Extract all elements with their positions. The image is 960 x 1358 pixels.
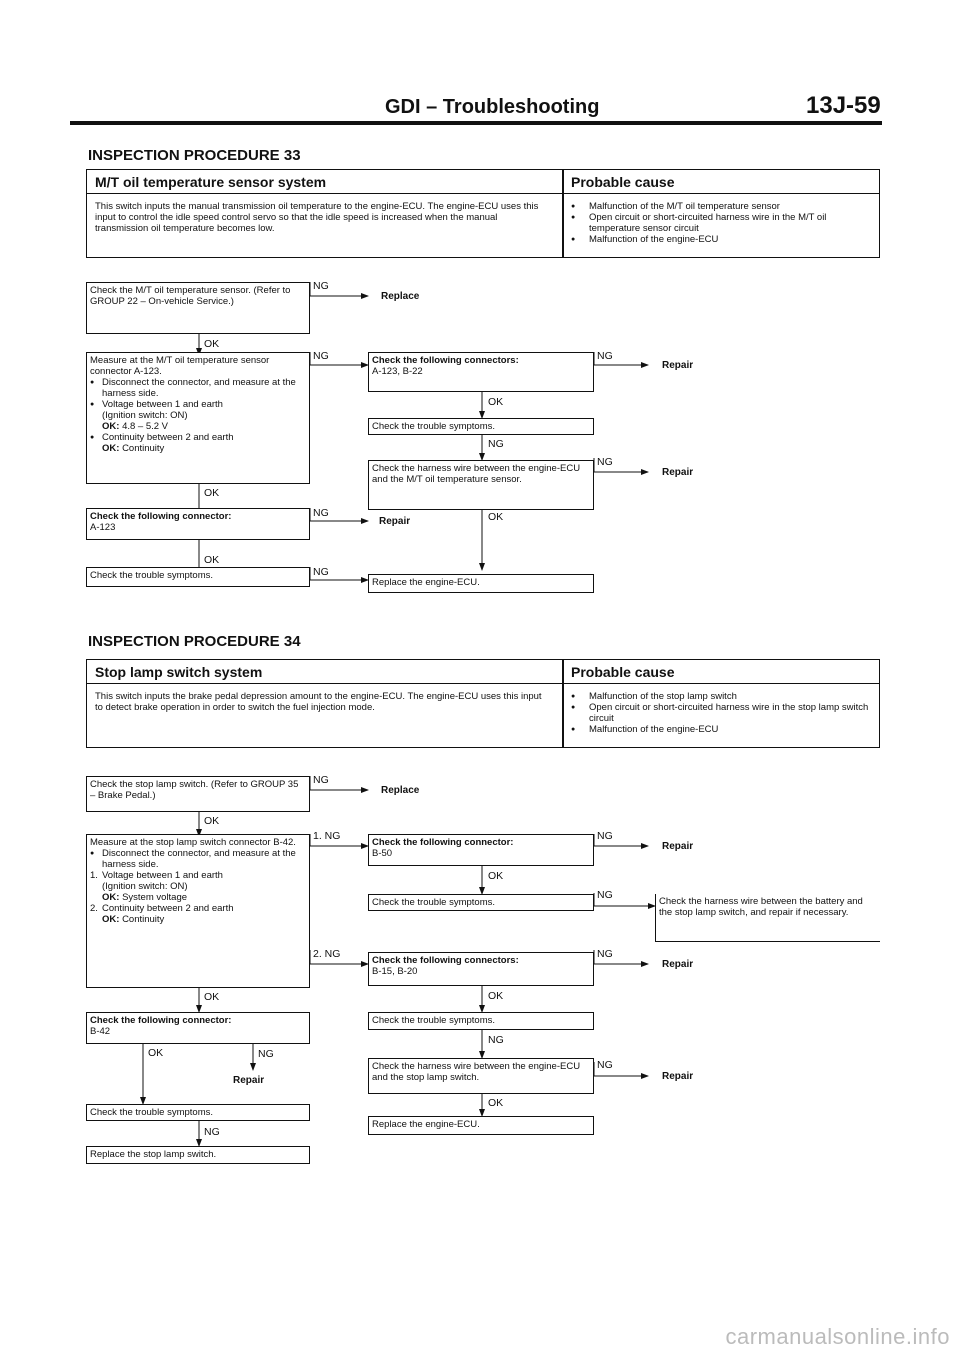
connector-id: A-123: [90, 522, 116, 533]
ok-value: 4.8 – 5.2 V: [122, 421, 169, 432]
check-harness-battery-box: Check the harness wire between the battery and the stop lamp switch, and repair if necessary.: [655, 894, 880, 942]
measure-switch-connector-box: [86, 834, 310, 988]
ng-label: NG: [204, 1126, 220, 1138]
cause-item: ● Malfunction of the stop lamp switch: [571, 691, 871, 702]
connector-id: B-15, B-20: [372, 966, 418, 977]
ng-label: NG: [597, 1059, 613, 1071]
measure-step-text: Voltage between 1 and earth: [102, 399, 223, 410]
result-repair: Repair: [379, 516, 411, 527]
ok-label: OK: [148, 1047, 164, 1059]
ng-label: NG: [488, 438, 504, 450]
check-harness-ecu-box: Check the harness wire between the engine-ECU and the stop lamp switch.: [368, 1058, 594, 1094]
result-repair: Repair: [662, 467, 694, 478]
procedure-33-title: INSPECTION PROCEDURE 33: [88, 147, 301, 164]
ok-label: OK:: [102, 443, 120, 454]
connector-id: B-42: [90, 1026, 111, 1037]
cause-heading: Probable cause: [563, 660, 879, 684]
check-connectors-b15-b20-box: [368, 952, 594, 986]
ok-value: Continuity: [122, 443, 165, 454]
ng-label: NG: [597, 350, 613, 362]
ng-label: NG: [488, 1034, 504, 1046]
check-trouble-r1-box: Check the trouble symptoms.: [368, 894, 594, 911]
cause-heading: Probable cause: [563, 170, 879, 194]
ok-label: OK: [488, 990, 504, 1002]
page-header-title: GDI – Troubleshooting: [385, 96, 600, 118]
cause-item: ● Malfunction of the engine-ECU: [571, 234, 871, 245]
ok-label: OK:: [102, 892, 120, 903]
ng-label: NG: [313, 280, 329, 292]
result-repair: Repair: [233, 1075, 265, 1086]
cause-item: ● Malfunction of the engine-ECU: [571, 724, 871, 735]
system-heading: Stop lamp switch system: [87, 660, 563, 684]
system-heading: M/T oil temperature sensor system: [87, 170, 563, 194]
ng-label: NG: [597, 889, 613, 901]
ng-label: NG: [597, 830, 613, 842]
ok-label: OK: [204, 991, 220, 1003]
ok-label: OK: [204, 338, 220, 350]
check-trouble-r2-box: Check the trouble symptoms.: [368, 1012, 594, 1030]
check-mt-sensor-box: Check the M/T oil temperature sensor. (Refer to GROUP 22 – On-vehicle Service.): [86, 282, 310, 334]
ng-label: NG: [597, 456, 613, 468]
ok-label: OK:: [102, 914, 120, 925]
measure-step-cond: (Ignition switch: ON): [102, 410, 188, 421]
ok-value: System voltage: [122, 892, 188, 903]
ok-label: OK: [488, 870, 504, 882]
ng-label: NG: [597, 948, 613, 960]
ok-label: OK: [488, 1097, 504, 1109]
measure-step: ● Disconnect the connector, and measure at the harness side.: [90, 377, 306, 399]
check-connector-b50-box: [368, 834, 594, 866]
measure-title: Measure at the M/T oil temperature sensor connector A-123.: [90, 355, 270, 377]
ng-label: NG: [313, 350, 329, 362]
box-title: Check the following connectors:: [372, 355, 519, 366]
cause-item: ● Open circuit or short-circuited harness wire in the stop lamp switch circuit: [571, 702, 871, 724]
ok-label: OK: [488, 396, 504, 408]
result-repair: Repair: [662, 360, 694, 371]
connector-id: B-50: [372, 848, 393, 859]
result-replace: Replace: [381, 291, 420, 302]
measure-step-text: Continuity between 2 and earth: [102, 903, 234, 914]
ok-label: OK: [204, 487, 220, 499]
measure-step-cond: (Ignition switch: ON): [102, 881, 188, 892]
measure-step: [90, 903, 306, 925]
ok-value: Continuity: [122, 914, 165, 925]
check-trouble-right-box: Check the trouble symptoms.: [368, 418, 594, 435]
ng-label: NG: [313, 774, 329, 786]
replace-stop-lamp-switch-box: Replace the stop lamp switch.: [86, 1146, 310, 1164]
check-connector-b42-box: [86, 1012, 310, 1044]
measure-step-text: Voltage between 1 and earth: [102, 870, 223, 881]
ng-label: 2. NG: [313, 948, 341, 960]
ng-label: NG: [313, 566, 329, 578]
ok-label: OK: [488, 511, 504, 523]
box-title: Check the following connector:: [90, 511, 232, 522]
replace-ecu-box: Replace the engine-ECU.: [368, 574, 594, 593]
check-trouble-box: Check the trouble symptoms.: [86, 567, 310, 587]
result-repair: Repair: [662, 841, 694, 852]
measure-step-text: Continuity between 2 and earth: [102, 432, 234, 443]
measure-title: Measure at the stop lamp switch connector B-42.: [90, 837, 296, 848]
watermark-text: carmanualsonline.info: [725, 1324, 950, 1349]
result-repair: Repair: [662, 959, 694, 970]
page-number: 13J-59: [806, 92, 881, 119]
ng-label: NG: [313, 507, 329, 519]
box-title: Check the following connectors:: [372, 955, 519, 966]
check-stop-lamp-switch-box: Check the stop lamp switch. (Refer to GROUP 35 – Brake Pedal.): [86, 776, 310, 812]
ng-label: NG: [258, 1048, 274, 1060]
ng-label: 1. NG: [313, 830, 341, 842]
system-description: This switch inputs the brake pedal depression amount to the engine-ECU. The engine-ECU uses this input to detect brake operation in order to switch the fuel injection mode.: [95, 691, 542, 713]
result-replace: Replace: [381, 785, 420, 796]
cause-item: ● Open circuit or short-circuited harness wire in the M/T oil temperature sensor circuit: [571, 212, 871, 234]
cause-item: ● Malfunction of the M/T oil temperature sensor: [571, 201, 871, 212]
ok-label: OK:: [102, 421, 120, 432]
box-title: Check the following connector:: [90, 1015, 232, 1026]
measure-step: [90, 870, 306, 903]
result-repair: Repair: [662, 1071, 694, 1082]
step-number: 2.: [90, 903, 98, 914]
replace-ecu-box: Replace the engine-ECU.: [368, 1116, 594, 1135]
system-description: This switch inputs the manual transmission oil temperature to the engine-ECU. The engine-ECU uses this input to control the idle speed control servo so that the idle speed is increased when the manual transmission oil temperature becomes low.: [95, 201, 539, 234]
check-harness-box: Check the harness wire between the engine-ECU and the M/T oil temperature sensor.: [368, 460, 594, 510]
check-trouble-left-box: Check the trouble symptoms.: [86, 1104, 310, 1121]
measure-step: ● Disconnect the connector, and measure at the harness side.: [90, 848, 306, 870]
connector-id: A-123, B-22: [372, 366, 423, 377]
step-number: 1.: [90, 870, 98, 881]
ok-label: OK: [204, 554, 220, 566]
ok-label: OK: [204, 815, 220, 827]
procedure-34-title: INSPECTION PROCEDURE 34: [88, 633, 301, 650]
box-title: Check the following connector:: [372, 837, 514, 848]
